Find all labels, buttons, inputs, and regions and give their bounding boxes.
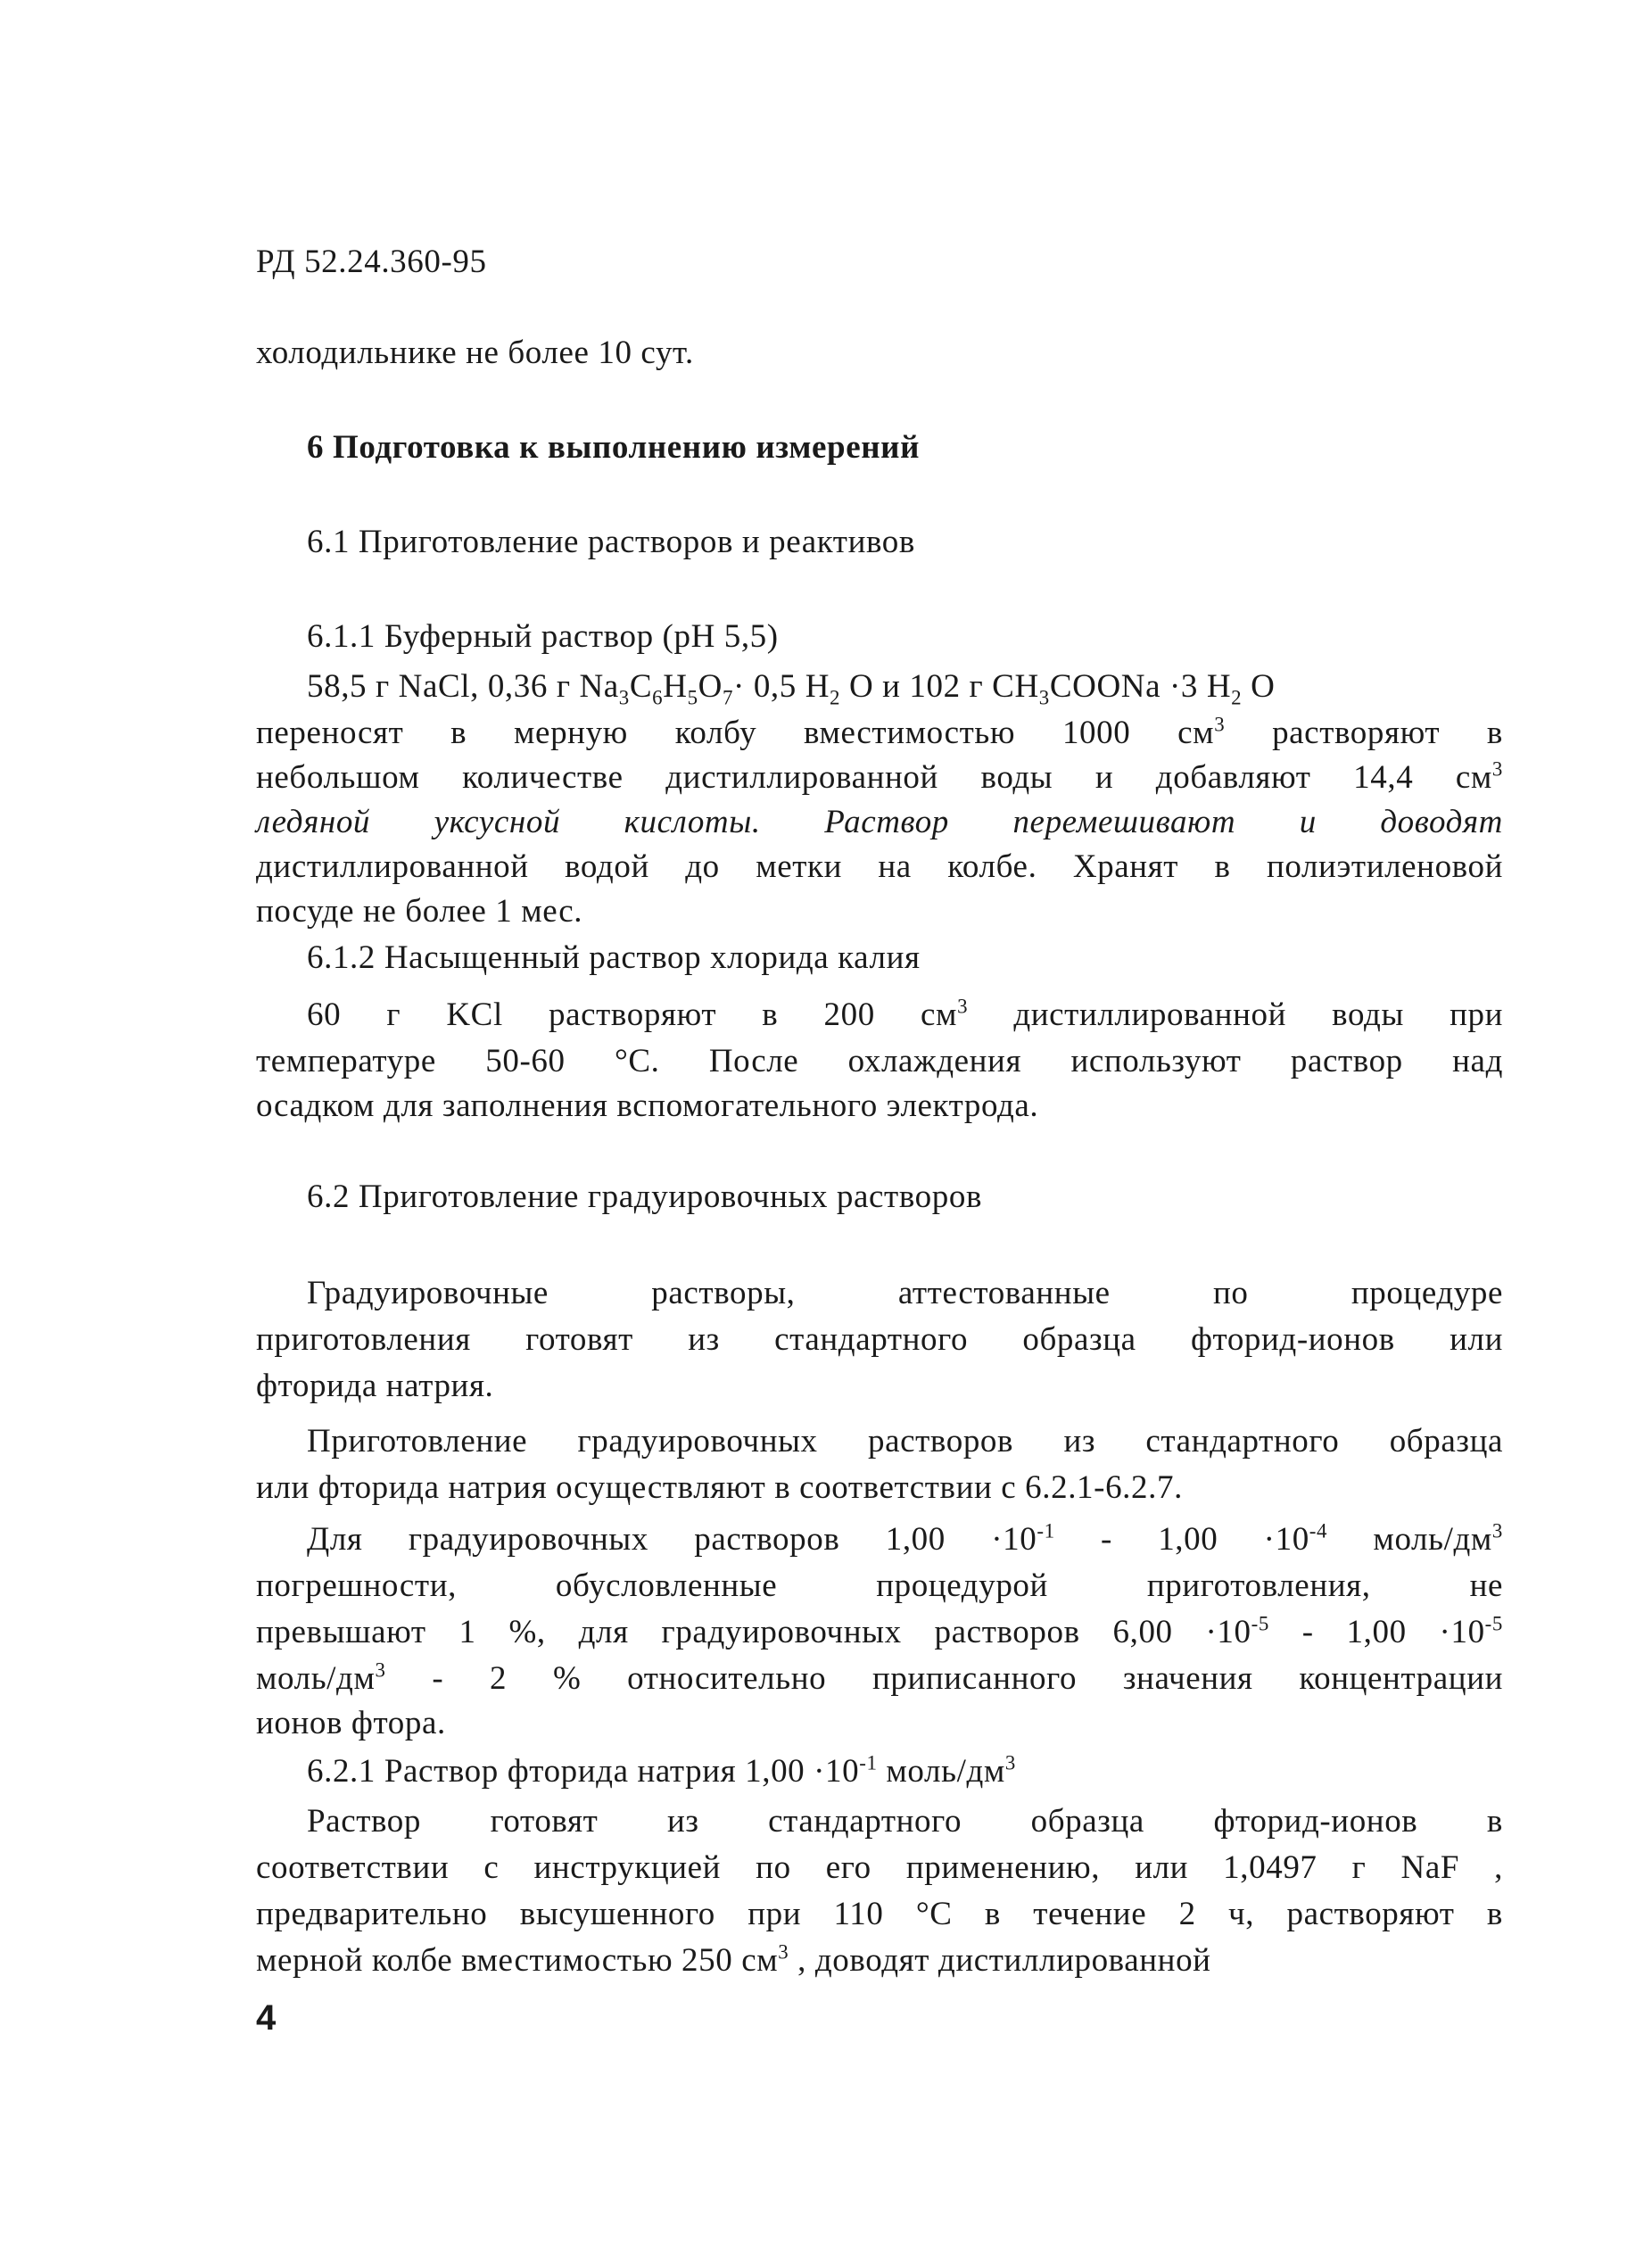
page-number: 4 (256, 1998, 277, 2038)
section-6-heading: 6 Подготовка к выполнению измерений (307, 429, 920, 466)
paragraph-line: ионов фтора. (256, 1705, 446, 1741)
paragraph-line: Раствор готовят из стандартного образца фторид-ионов в (307, 1803, 1503, 1840)
document-code: РД 52.24.360-95 (256, 244, 487, 280)
paragraph-line: посуде не более 1 мес. (256, 893, 583, 930)
paragraph-line: моль/$дм^3 - 2$ % относительно приписанного значения концентрации (256, 1658, 1503, 1697)
subsection-6-2-heading: 6.2 Приготовление градуировочных растворов (307, 1178, 983, 1215)
subsection-6-1-heading: 6.1 Приготовление растворов и реактивов (307, 524, 915, 560)
buffer-composition-line: 58,5 г NaCl, 0,36 г $Na_3C_6H_5O_7\cdot 0,5$ $H_2$ O и 102 г $CH_3COONa \cdot 3$ $H_2$ O (307, 668, 1276, 709)
paragraph-line: Градуировочные растворы, аттестованные по процедуре (307, 1275, 1503, 1311)
paragraph-line: предварительно высушенного при 110 °С в течение 2 ч, растворяют в (256, 1896, 1503, 1932)
subsection-6-1-2-heading: 6.1.2 Насыщенный раствор хлорида калия (307, 939, 921, 976)
paragraph-line: переносят в мерную колбу вместимостью 1000 $см^3$ растворяют в (256, 713, 1504, 751)
paragraph-line: погрешности, обусловленные процедурой приготовления, не (256, 1567, 1503, 1604)
paragraph-line: температуре 50-60 °С. После охлаждения используют раствор над (256, 1043, 1503, 1079)
paragraph-line: Приготовление градуировочных растворов из стандартного образца (307, 1423, 1503, 1460)
paragraph-line: превышают 1 %, для градуировочных растворов $6,00 \cdot 10^{-5} - 1,00 \cdot 10^{-5}$ (256, 1612, 1503, 1650)
continuation-text: холодильнике не более 10 сут. (256, 335, 694, 371)
paragraph-line: приготовления готовят из стандартного образца фторид-ионов или (256, 1321, 1503, 1358)
paragraph-line: 60 г KCl растворяют в 200 $см^3$ дистиллированной воды при (307, 995, 1503, 1033)
paragraph-line: дистиллированной водой до метки на колбе. Хранят в полиэтиленовой (256, 848, 1503, 885)
paragraph-line: фторида натрия. (256, 1368, 494, 1404)
paragraph-line: мерной колбе вместимостью 250 $см^3$ , доводят дистиллированной (256, 1940, 1211, 1979)
subsection-6-1-1-heading: 6.1.1 Буферный раствор (pH 5,5) (307, 618, 779, 655)
subsection-6-2-1-heading: 6.2.1 Раствор фторида натрия $1,00 \cdot 10^{-1}$ моль/$дм^3$ (307, 1751, 1016, 1790)
paragraph-line: или фторида натрия осуществляют в соответствии с 6.2.1-6.2.7. (256, 1469, 1183, 1506)
paragraph-line: соответствии с инструкцией по его применению, или 1,0497 г NaF , (256, 1849, 1503, 1886)
paragraph-line: осадком для заполнения вспомогательного электрода. (256, 1087, 1039, 1124)
paragraph-line: небольшом количестве дистиллированной воды и добавляют 14,4 $см^3$ (256, 757, 1503, 796)
paragraph-line: Для градуировочных растворов $1,00 \cdot 10^{-1} - 1,00 \cdot 10^{-4}$ моль/$дм^3$ (307, 1519, 1503, 1558)
paragraph-line: ледяной уксусной кислоты. Раствор перемешивают и доводят (256, 804, 1503, 840)
